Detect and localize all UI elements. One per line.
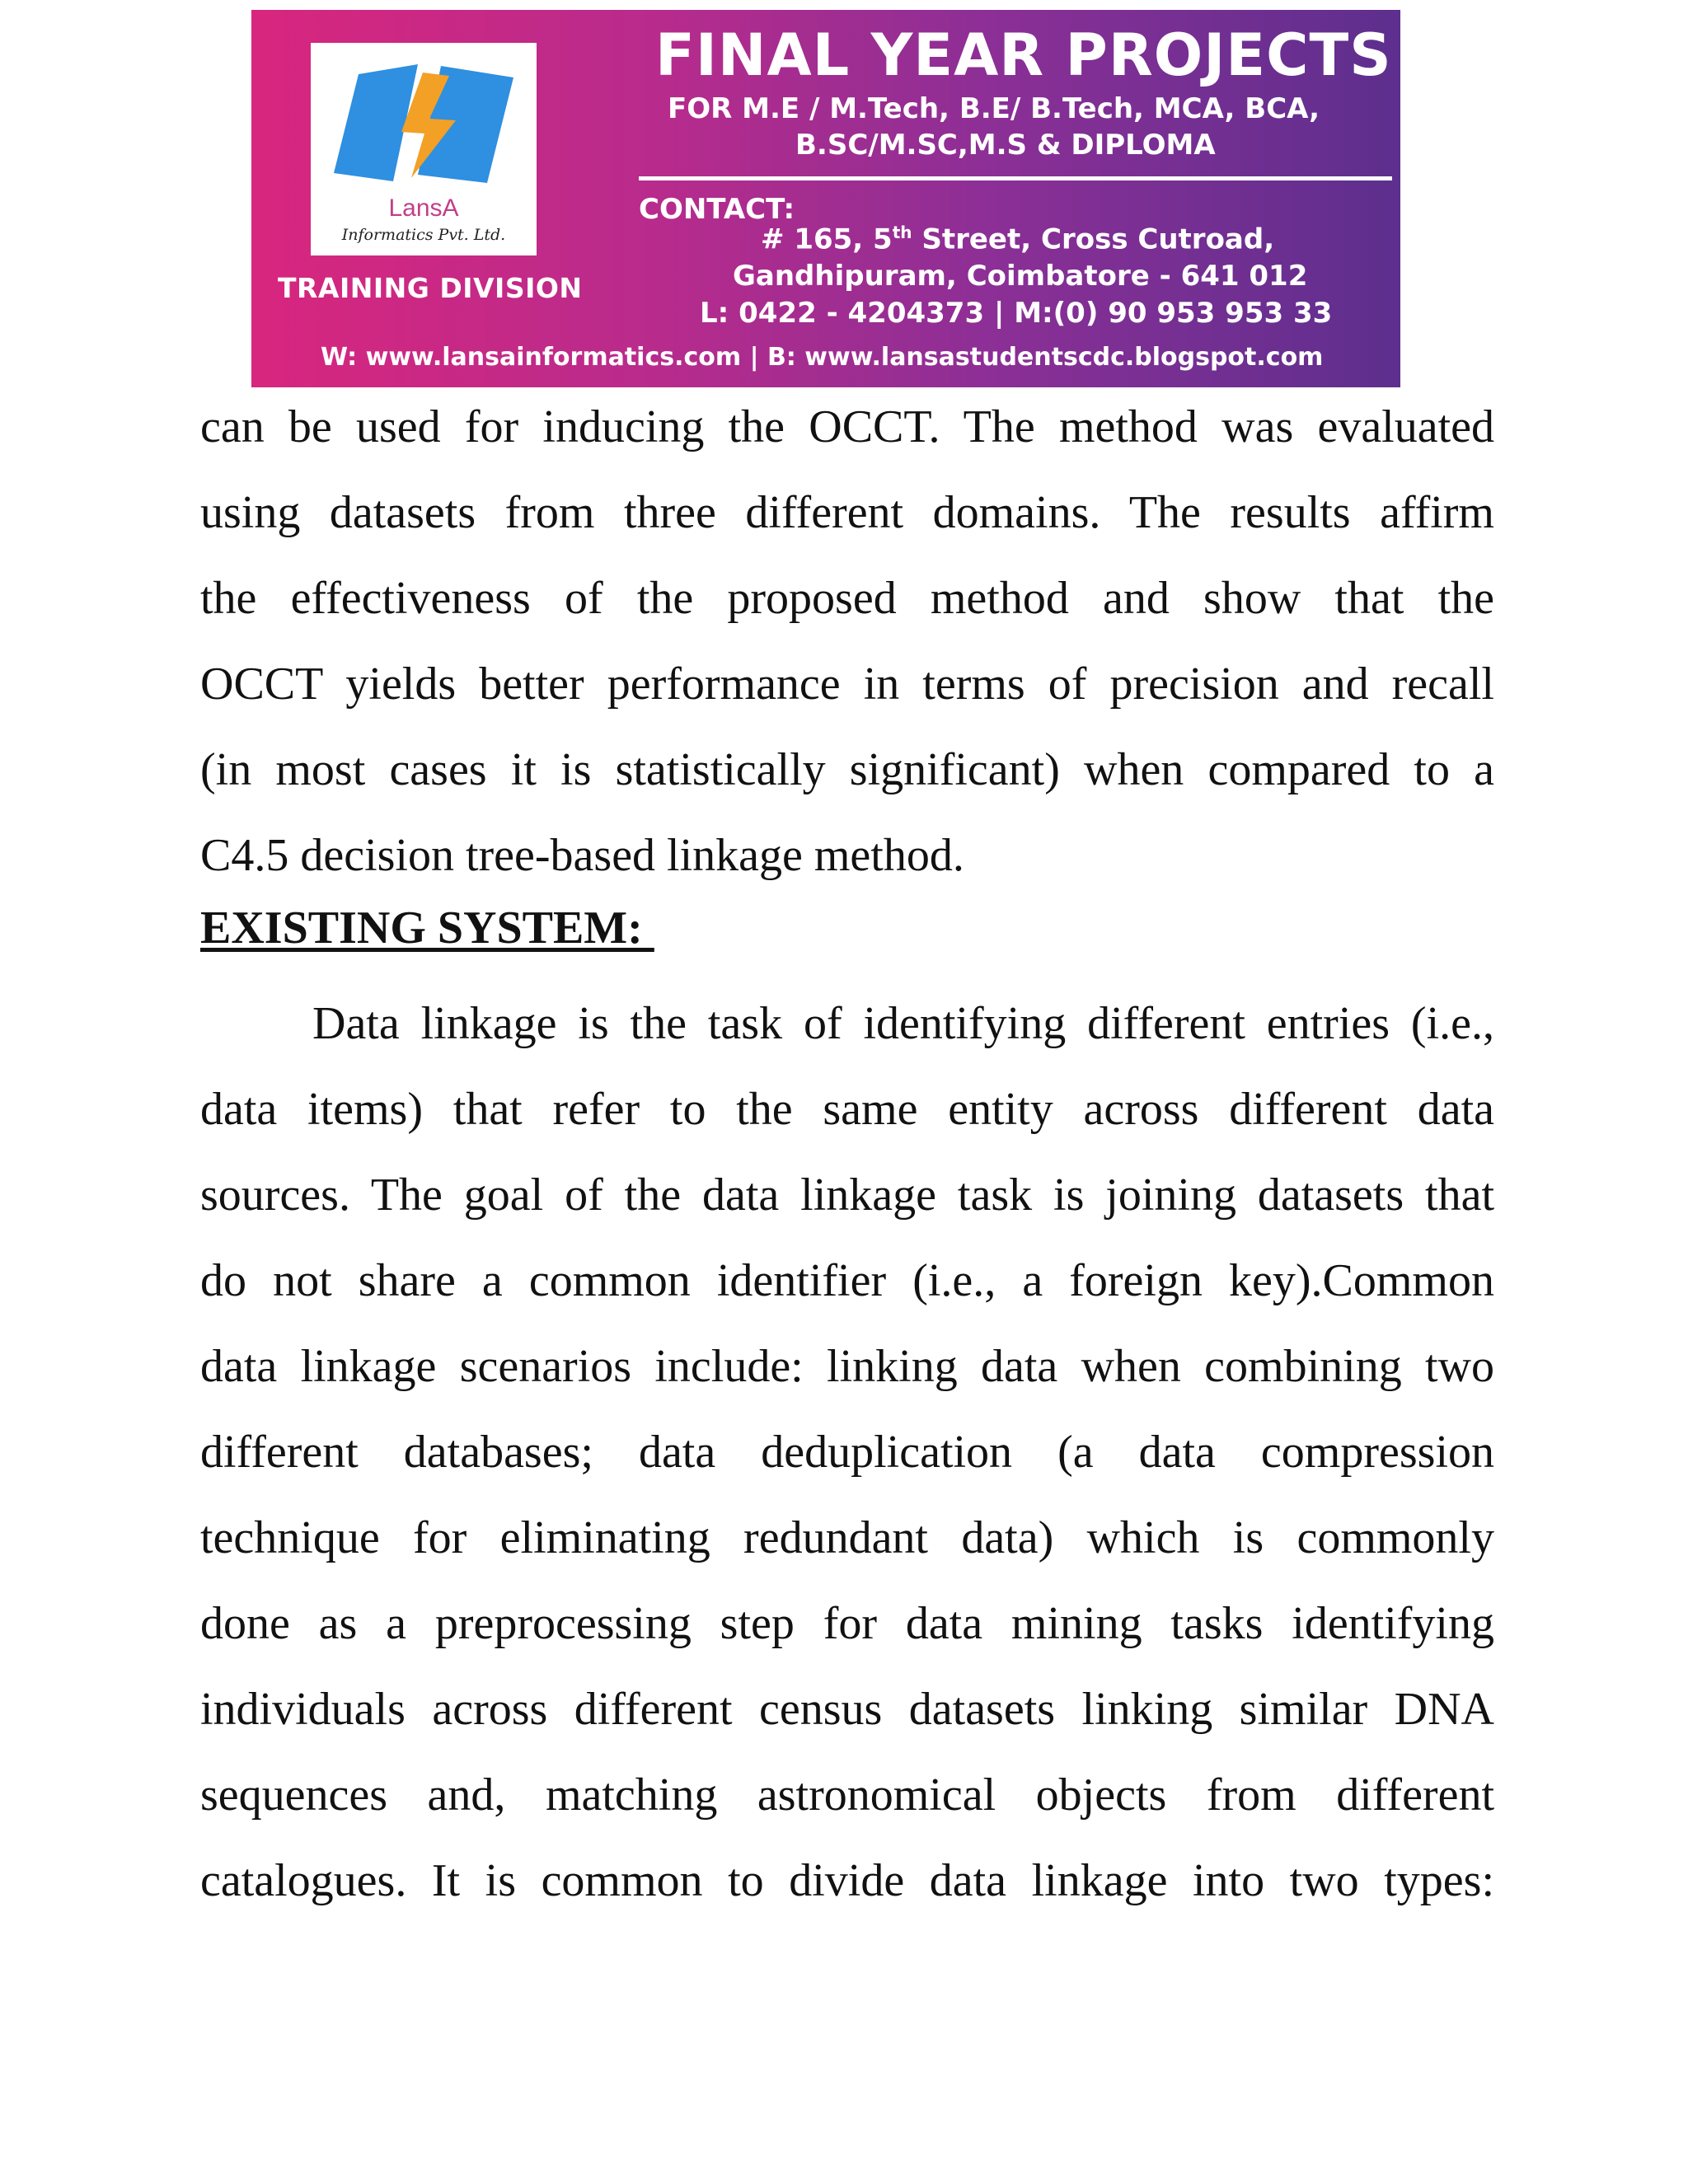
text-line: catalogues. It is common to divide data linkage into two types:: [200, 1855, 1494, 1906]
text-line: data linkage scenarios include: linking data when combining two: [200, 1341, 1494, 1392]
address-ordinal: th: [892, 223, 912, 242]
text-line: data items) that refer to the same entity across different data: [200, 1084, 1494, 1135]
text-line: the effectiveness of the proposed method and show that the: [200, 573, 1494, 624]
text-line: do not share a common identifier (i.e., a foreign key).Common: [200, 1255, 1494, 1306]
text-line: different databases; data deduplication (a data compression: [200, 1427, 1494, 1478]
banner-phone-line: L: 0422 - 4204373 | M:(0) 90 953 953 33: [700, 297, 1333, 330]
text-line: Data linkage is the task of identifying different entries (i.e.,: [312, 998, 1494, 1049]
banner-address-line2: Gandhipuram, Coimbatore - 641 012: [733, 260, 1308, 293]
banner-courses-line2: B.SC/M.SC,M.S & DIPLOMA: [795, 129, 1216, 162]
text-line: OCCT yields better performance in terms of precision and recall: [200, 658, 1494, 710]
text-line: individuals across different census datasets linking similar DNA: [200, 1684, 1494, 1735]
text-line: sequences and, matching astronomical objects from different: [200, 1769, 1494, 1821]
text-line: (in most cases it is statistically significant) when compared to a: [200, 744, 1494, 795]
text-line: technique for eliminating redundant data) which is commonly: [200, 1512, 1494, 1563]
address-suffix: Street, Cross Cutroad,: [912, 223, 1275, 256]
banner-divider: [639, 176, 1392, 180]
existing-system-heading: EXISTING SYSTEM:: [200, 902, 654, 954]
banner-address-line1: [761, 223, 1274, 255]
text-line: C4.5 decision tree-based linkage method.: [200, 830, 964, 881]
address-prefix: # 165, 5: [761, 223, 893, 256]
company-logo: [311, 43, 537, 255]
banner-title: FINAL YEAR PROJECTS: [655, 21, 1392, 89]
banner-web-line: W: www.lansainformatics.com | B: www.lansastudentscdc.blogspot.com: [321, 343, 1324, 372]
logo-subtitle: Informatics Pvt. Ltd.: [341, 226, 506, 244]
text-line: done as a preprocessing step for data mining tasks identifying: [200, 1598, 1494, 1649]
header-banner: [251, 10, 1400, 387]
training-division-label: TRAINING DIVISION: [278, 272, 583, 304]
text-line: using datasets from three different domains. The results affirm: [200, 487, 1494, 538]
lansa-logo-icon: [326, 58, 522, 190]
text-line: sources. The goal of the data linkage task is joining datasets that: [200, 1169, 1494, 1221]
logo-name: LansA: [388, 194, 459, 222]
intro-paragraph: [200, 384, 1494, 898]
banner-courses-line1: FOR M.E / M.Tech, B.E/ B.Tech, MCA, BCA,: [668, 92, 1320, 125]
text-line: can be used for inducing the OCCT. The method was evaluated: [200, 401, 1494, 452]
existing-system-paragraph: [200, 981, 1494, 1924]
banner-contact-label: CONTACT:: [639, 193, 795, 226]
